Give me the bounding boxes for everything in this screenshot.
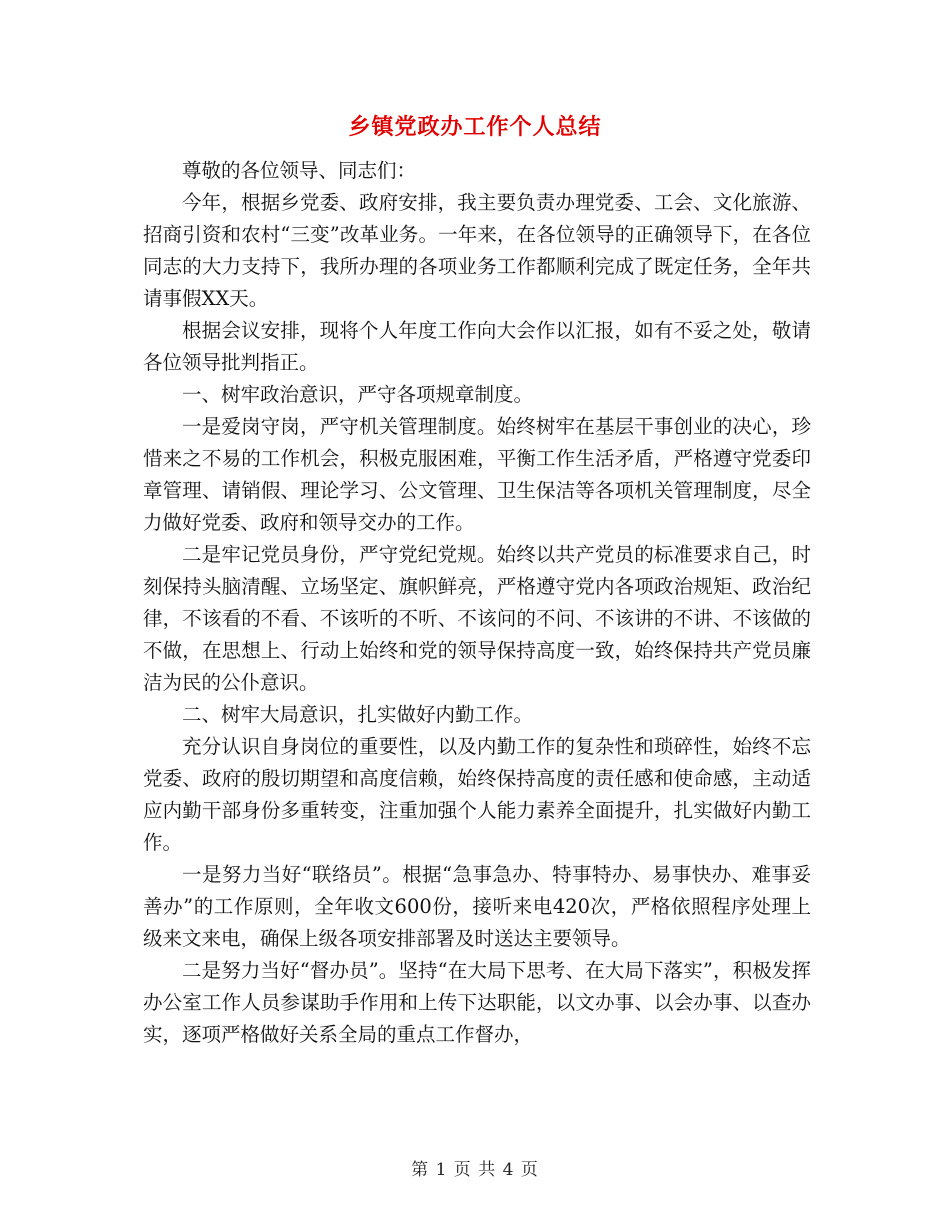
paragraph: 今年，根据乡党委、政府安排，我主要负责办理党委、工会、文化旅游、招商引资和农村“三变”改革业务。一年来，在各位领导的正确领导下，在各位同志的大力支持下，我所办理的各项业务工作都顺利完成了既定任务，全年共请事假XX天。: [143, 191, 811, 310]
paragraph: 一是努力当好“联络员”。根据“急事急办、特事特办、易事快办、难事妥善办”的工作原则，全年收文600份，接听来电420次，严格依照程序处理上级来文来电，确保上级各项安排部署及时送达主要领导。: [143, 863, 811, 950]
paragraph: 充分认识自身岗位的重要性，以及内勤工作的复杂性和琐碎性，始终不忘党委、政府的殷切期望和高度信赖，始终保持高度的责任感和使命感，主动适应内勤干部身份多重转变，注重加强个人能力素养全面提升，扎实做好内勤工作。: [143, 735, 811, 854]
document-title: 乡镇党政办工作个人总结: [348, 114, 602, 140]
paragraph: 二是努力当好“督办员”。坚持“在大局下思考、在大局下落实”，积极发挥办公室工作人员参谋助手作用和上传下达职能，以文办事、以会办事、以查办实，逐项严格做好关系全局的重点工作督办，: [143, 959, 811, 1046]
section-heading: 一、树牢政治意识，严守各项规章制度。: [182, 383, 534, 406]
paragraph: 二是牢记党员身份，严守党纪党规。始终以共产党员的标准要求自己，时刻保持头脑清醒、立场坚定、旗帜鲜亮，严格遵守党内各项政治规矩、政治纪律，不该看的不看、不该听的不听、不该问的不问、不该讲的不讲、不该做的不做，在思想上、行动上始终和党的领导保持高度一致，始终保持共产党员廉洁为民的公仆意识。: [143, 543, 811, 694]
section-heading: 二、树牢大局意识，扎实做好内勤工作。: [182, 703, 534, 726]
paragraph: 根据会议安排，现将个人年度工作向大会作以汇报，如有不妥之处，敬请各位领导批判指正。: [143, 319, 811, 374]
page-number-footer: 第 1 页 共 4 页: [411, 1160, 539, 1180]
document-body: [143, 155, 811, 1051]
paragraph-salutation: 尊敬的各位领导、同志们：: [182, 159, 417, 182]
paragraph: 一是爱岗守岗，严守机关管理制度。始终树牢在基层干事创业的决心，珍惜来之不易的工作机会，积极克服困难，平衡工作生活矛盾，严格遵守党委印章管理、请销假、理论学习、公文管理、卫生保洁等各项机关管理制度，尽全力做好党委、政府和领导交办的工作。: [143, 415, 811, 534]
